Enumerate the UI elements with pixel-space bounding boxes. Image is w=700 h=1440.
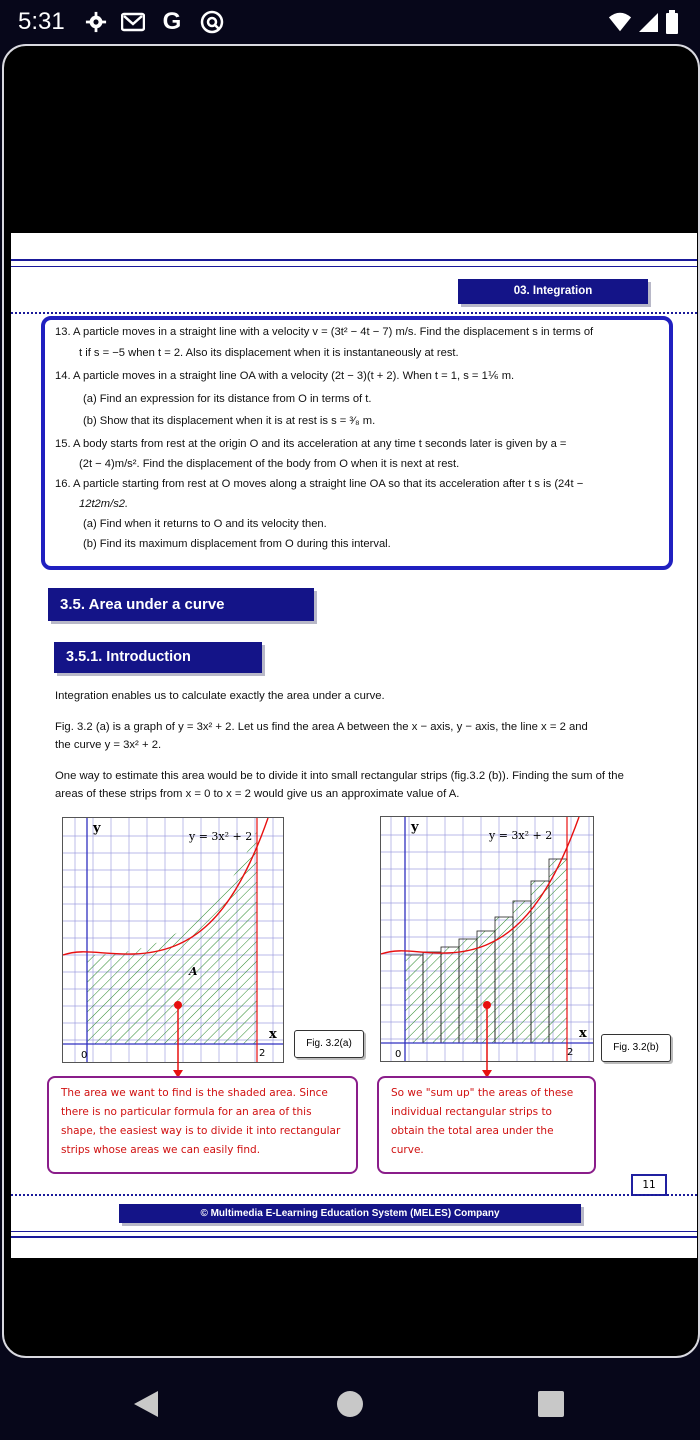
x-end-label: 2 [259, 1048, 266, 1059]
area-label: A [189, 965, 198, 978]
settings-gear-icon [84, 10, 108, 34]
curve-equation: y = 3x² + 2 [489, 829, 553, 842]
battery-icon [660, 10, 684, 34]
page-number: 11 [631, 1174, 667, 1196]
x-axis-label: x [579, 1026, 587, 1041]
paragraph-estimate-line1: One way to estimate this area would be to divide it into small rectangular strips (fig.3.2 (b)). Finding the sum of the [55, 770, 624, 782]
question-14-a: (a) Find an expression for its distance from O in terms of t. [83, 393, 372, 405]
chapter-chip: 03. Integration [458, 279, 648, 304]
footer-banner: © Multimedia E-Learning Education System (MELES) Company [119, 1204, 581, 1223]
nav-bar [0, 1356, 700, 1440]
header-rule-thin [11, 266, 697, 267]
question-13-line1: 13. A particle moves in a straight line with a velocity v = (3t² − 4t − 7) m/s. Find the displacement s in terms of [55, 326, 594, 338]
question-16-a: (a) Find when it returns to O and its velocity then. [83, 518, 327, 530]
paragraph-graph-line2: the curve y = 3x² + 2. [55, 739, 162, 751]
google-icon: G [162, 8, 182, 35]
x-end-label: 2 [567, 1047, 574, 1058]
vpn-icon [200, 10, 224, 34]
question-15-line1: 15. A body starts from rest at the origin O and its acceleration at any time t seconds later is given by a = [55, 438, 567, 450]
status-bar [0, 0, 700, 44]
footer-rule-thin [11, 1231, 697, 1232]
home-icon[interactable] [330, 1384, 370, 1424]
clock: 5:31 [18, 8, 65, 35]
question-16-line2: 12t2m/s2. [79, 498, 129, 510]
origin-label: 0 [81, 1050, 88, 1061]
paragraph-graph-line1: Fig. 3.2 (a) is a graph of y = 3x² + 2. Let us find the area A between the x − axis, y − axis, the line x = 2 and [55, 721, 588, 733]
curve-equation: y = 3x² + 2 [189, 830, 253, 843]
figure-caption-b: Fig. 3.2(b) [601, 1034, 671, 1062]
note-left: The area we want to find is the shaded area. Since there is no particular formula for an area of this shape, the easiest way is to divide it into rectangular strips whose areas we can easily find. [47, 1076, 358, 1174]
gmail-icon [121, 10, 145, 34]
question-14: 14. A particle moves in a straight line OA with a velocity (2t − 3)(t + 2). When t = 1, s = 1⅙ m. [55, 370, 515, 382]
figure-caption-a: Fig. 3.2(a) [294, 1030, 364, 1058]
document-page[interactable] [11, 233, 697, 1258]
paragraph-intro: Integration enables us to calculate exactly the area under a curve. [55, 690, 385, 702]
note-right: So we "sum up" the areas of these individual rectangular strips to obtain the total area under the curve. [377, 1076, 596, 1174]
arrow-right [480, 998, 494, 1078]
section-title: 3.5. Area under a curve [48, 588, 314, 621]
origin-label: 0 [395, 1049, 402, 1060]
footer-rule [11, 1236, 697, 1238]
exercise-box [41, 316, 673, 570]
recents-icon[interactable] [531, 1384, 571, 1424]
back-icon[interactable] [126, 1384, 166, 1424]
document-viewer[interactable] [2, 44, 700, 1358]
signal-icon [636, 10, 660, 34]
question-14-b: (b) Show that its displacement when it is at rest is s = ³⁄₈ m. [83, 415, 376, 427]
question-13-line2: t if s = −5 when t = 2. Also its displacement when it is instantaneously at rest. [79, 347, 459, 359]
dotted-divider [11, 312, 697, 314]
header-rule [11, 259, 697, 261]
question-15-line2: (2t − 4)m/s². Find the displacement of the body from O when it is next at rest. [79, 458, 460, 470]
question-16-b: (b) Find its maximum displacement from O during this interval. [83, 538, 391, 550]
y-axis-label: y [93, 821, 101, 836]
arrow-left [171, 998, 185, 1078]
question-16-line1: 16. A particle starting from rest at O moves along a straight line OA so that its acceleration after t s is (24t − [55, 478, 584, 490]
x-axis-label: x [269, 1027, 277, 1042]
subsection-title: 3.5.1. Introduction [54, 642, 262, 673]
y-axis-label: y [411, 820, 419, 835]
paragraph-estimate-line2: areas of these strips from x = 0 to x = 2 would give us an approximate value of A. [55, 788, 460, 800]
wifi-icon [608, 10, 632, 34]
footer-dotted-divider [11, 1194, 697, 1196]
